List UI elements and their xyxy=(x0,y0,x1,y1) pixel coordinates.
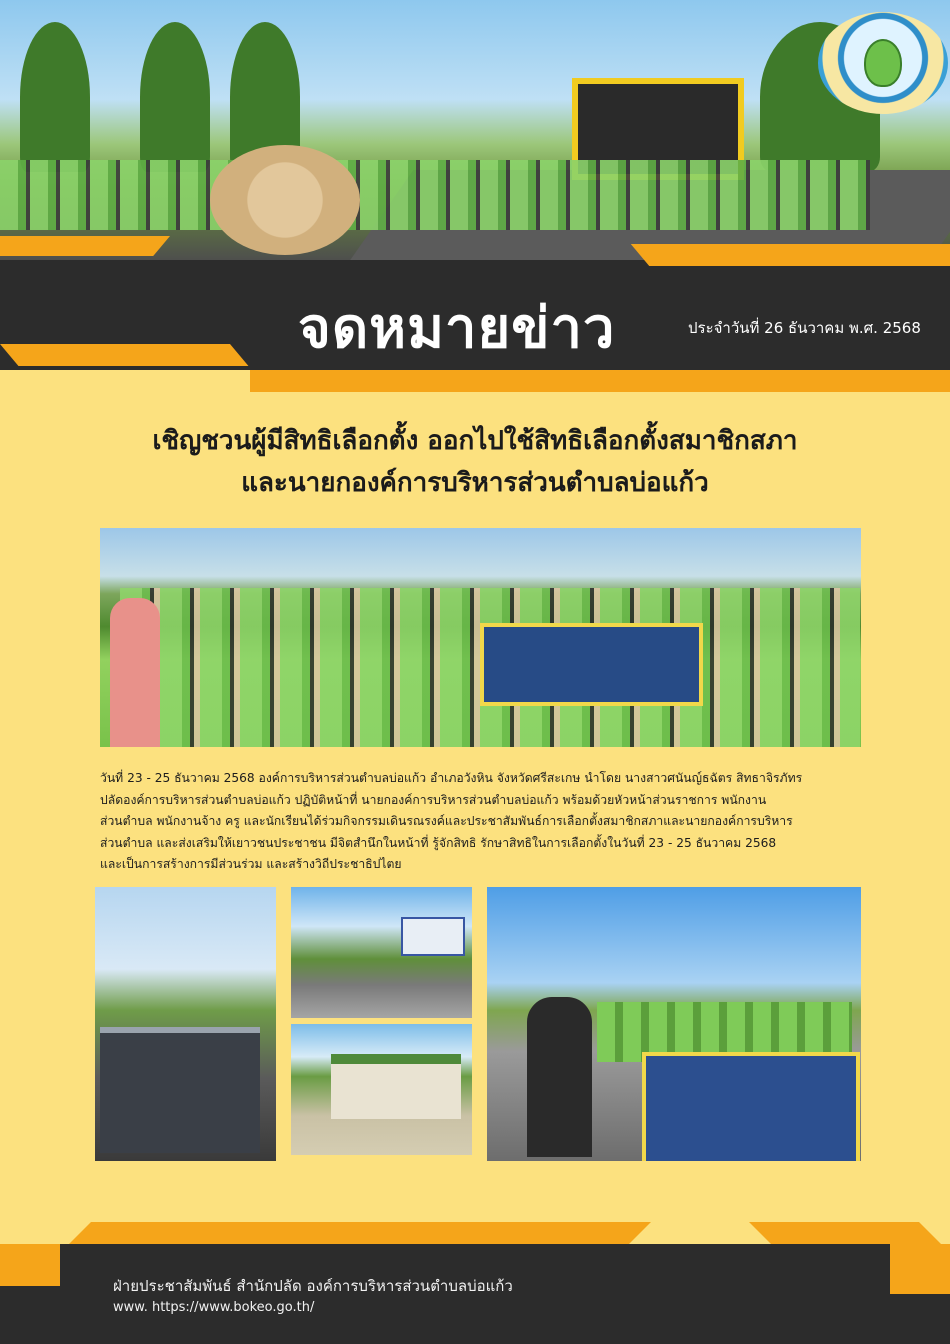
orange-stripe xyxy=(749,1222,941,1244)
orange-block xyxy=(0,1244,60,1286)
palm-tree xyxy=(140,22,210,172)
campaign-banner xyxy=(480,623,703,706)
pickup-truck xyxy=(100,1027,260,1153)
headline-line-1: เชิญชวนผู้มีสิทธิเลือกตั้ง ออกไปใช้สิทธิเลือกตั้งสมาชิกสภา xyxy=(152,426,798,456)
orange-stripe xyxy=(631,244,950,266)
orange-stripe xyxy=(0,344,248,366)
footer xyxy=(0,1222,950,1344)
issue-date: ประจำวันที่ 26 ธันวาคม พ.ศ. 2568 xyxy=(688,319,921,337)
article-line: ส่วนตำบล และส่งเสริมให้เยาวชนประชาชน มีจิตสำนึกในหน้าที่ รู้จักสิทธิ รักษาสิทธิในการเลือกตั้งในวันที่ 23 - 25 ธันวาคม 2568 xyxy=(100,835,777,850)
orange-stripe xyxy=(250,370,950,392)
photo-pickup-truck xyxy=(95,887,276,1161)
hero-photo xyxy=(0,0,950,262)
article-line: วันที่ 23 - 25 ธันวาคม 2568 องค์การบริหารส่วนตำบลบ่อแก้ว อำเภอวังหิน จังหวัดศรีสะเกษ นำโดย นางสาวศนันญ์ธฉัตร สิทธาจิรภัทร xyxy=(100,771,803,785)
photo-village-walk xyxy=(291,1024,472,1155)
orange-stripe xyxy=(0,236,170,256)
orange-block xyxy=(890,1244,950,1294)
headline-line-2: และนายกองค์การบริหารส่วนตำบลบ่อแก้ว xyxy=(241,468,709,498)
photo-roadside-walk xyxy=(291,887,472,1018)
marching-students xyxy=(0,160,870,230)
group-photo xyxy=(100,528,861,747)
person-black-jacket xyxy=(527,997,592,1157)
orange-stripe xyxy=(69,1222,651,1244)
article-line: ส่วนตำบล พนักงานจ้าง ครู และนักเรียนได้ร่วมกิจกรรมเดินรณรงค์และประชาสัมพันธ์การเลือกตั้งสมาชิกสภาและนายกองค์การบริหาร xyxy=(100,814,793,828)
article-line: และเป็นการสร้างการมีส่วนร่วม และสร้างวิถีประชาธิปไตย xyxy=(100,857,402,871)
building xyxy=(331,1054,461,1119)
article-body xyxy=(100,768,880,876)
palm-tree xyxy=(20,22,90,172)
footer-website-link[interactable]: www. https://www.bokeo.go.th/ xyxy=(113,1300,315,1315)
footer-department: ฝ่ายประชาสัมพันธ์ สำนักปลัด องค์การบริหารส่วนตำบลบ่อแก้ว xyxy=(113,1277,513,1295)
organization-logo xyxy=(818,12,948,114)
newsletter-title: จดหมายข่าว xyxy=(298,296,616,361)
photo-parade-banner xyxy=(487,887,861,1161)
person-pink-shirt xyxy=(110,598,160,747)
campaign-sign xyxy=(401,917,465,956)
article-line: ปลัดองค์การบริหารส่วนตำบลบ่อแก้ว ปฏิบัติหน้าที่ นายกองค์การบริหารส่วนตำบลบ่อแก้ว พร้อมด้วยหัวหน้าส่วนราชการ พนักงาน xyxy=(100,792,767,807)
headline xyxy=(60,420,890,504)
lotus-leaf-icon xyxy=(864,39,902,87)
campaign-banner xyxy=(642,1052,860,1161)
